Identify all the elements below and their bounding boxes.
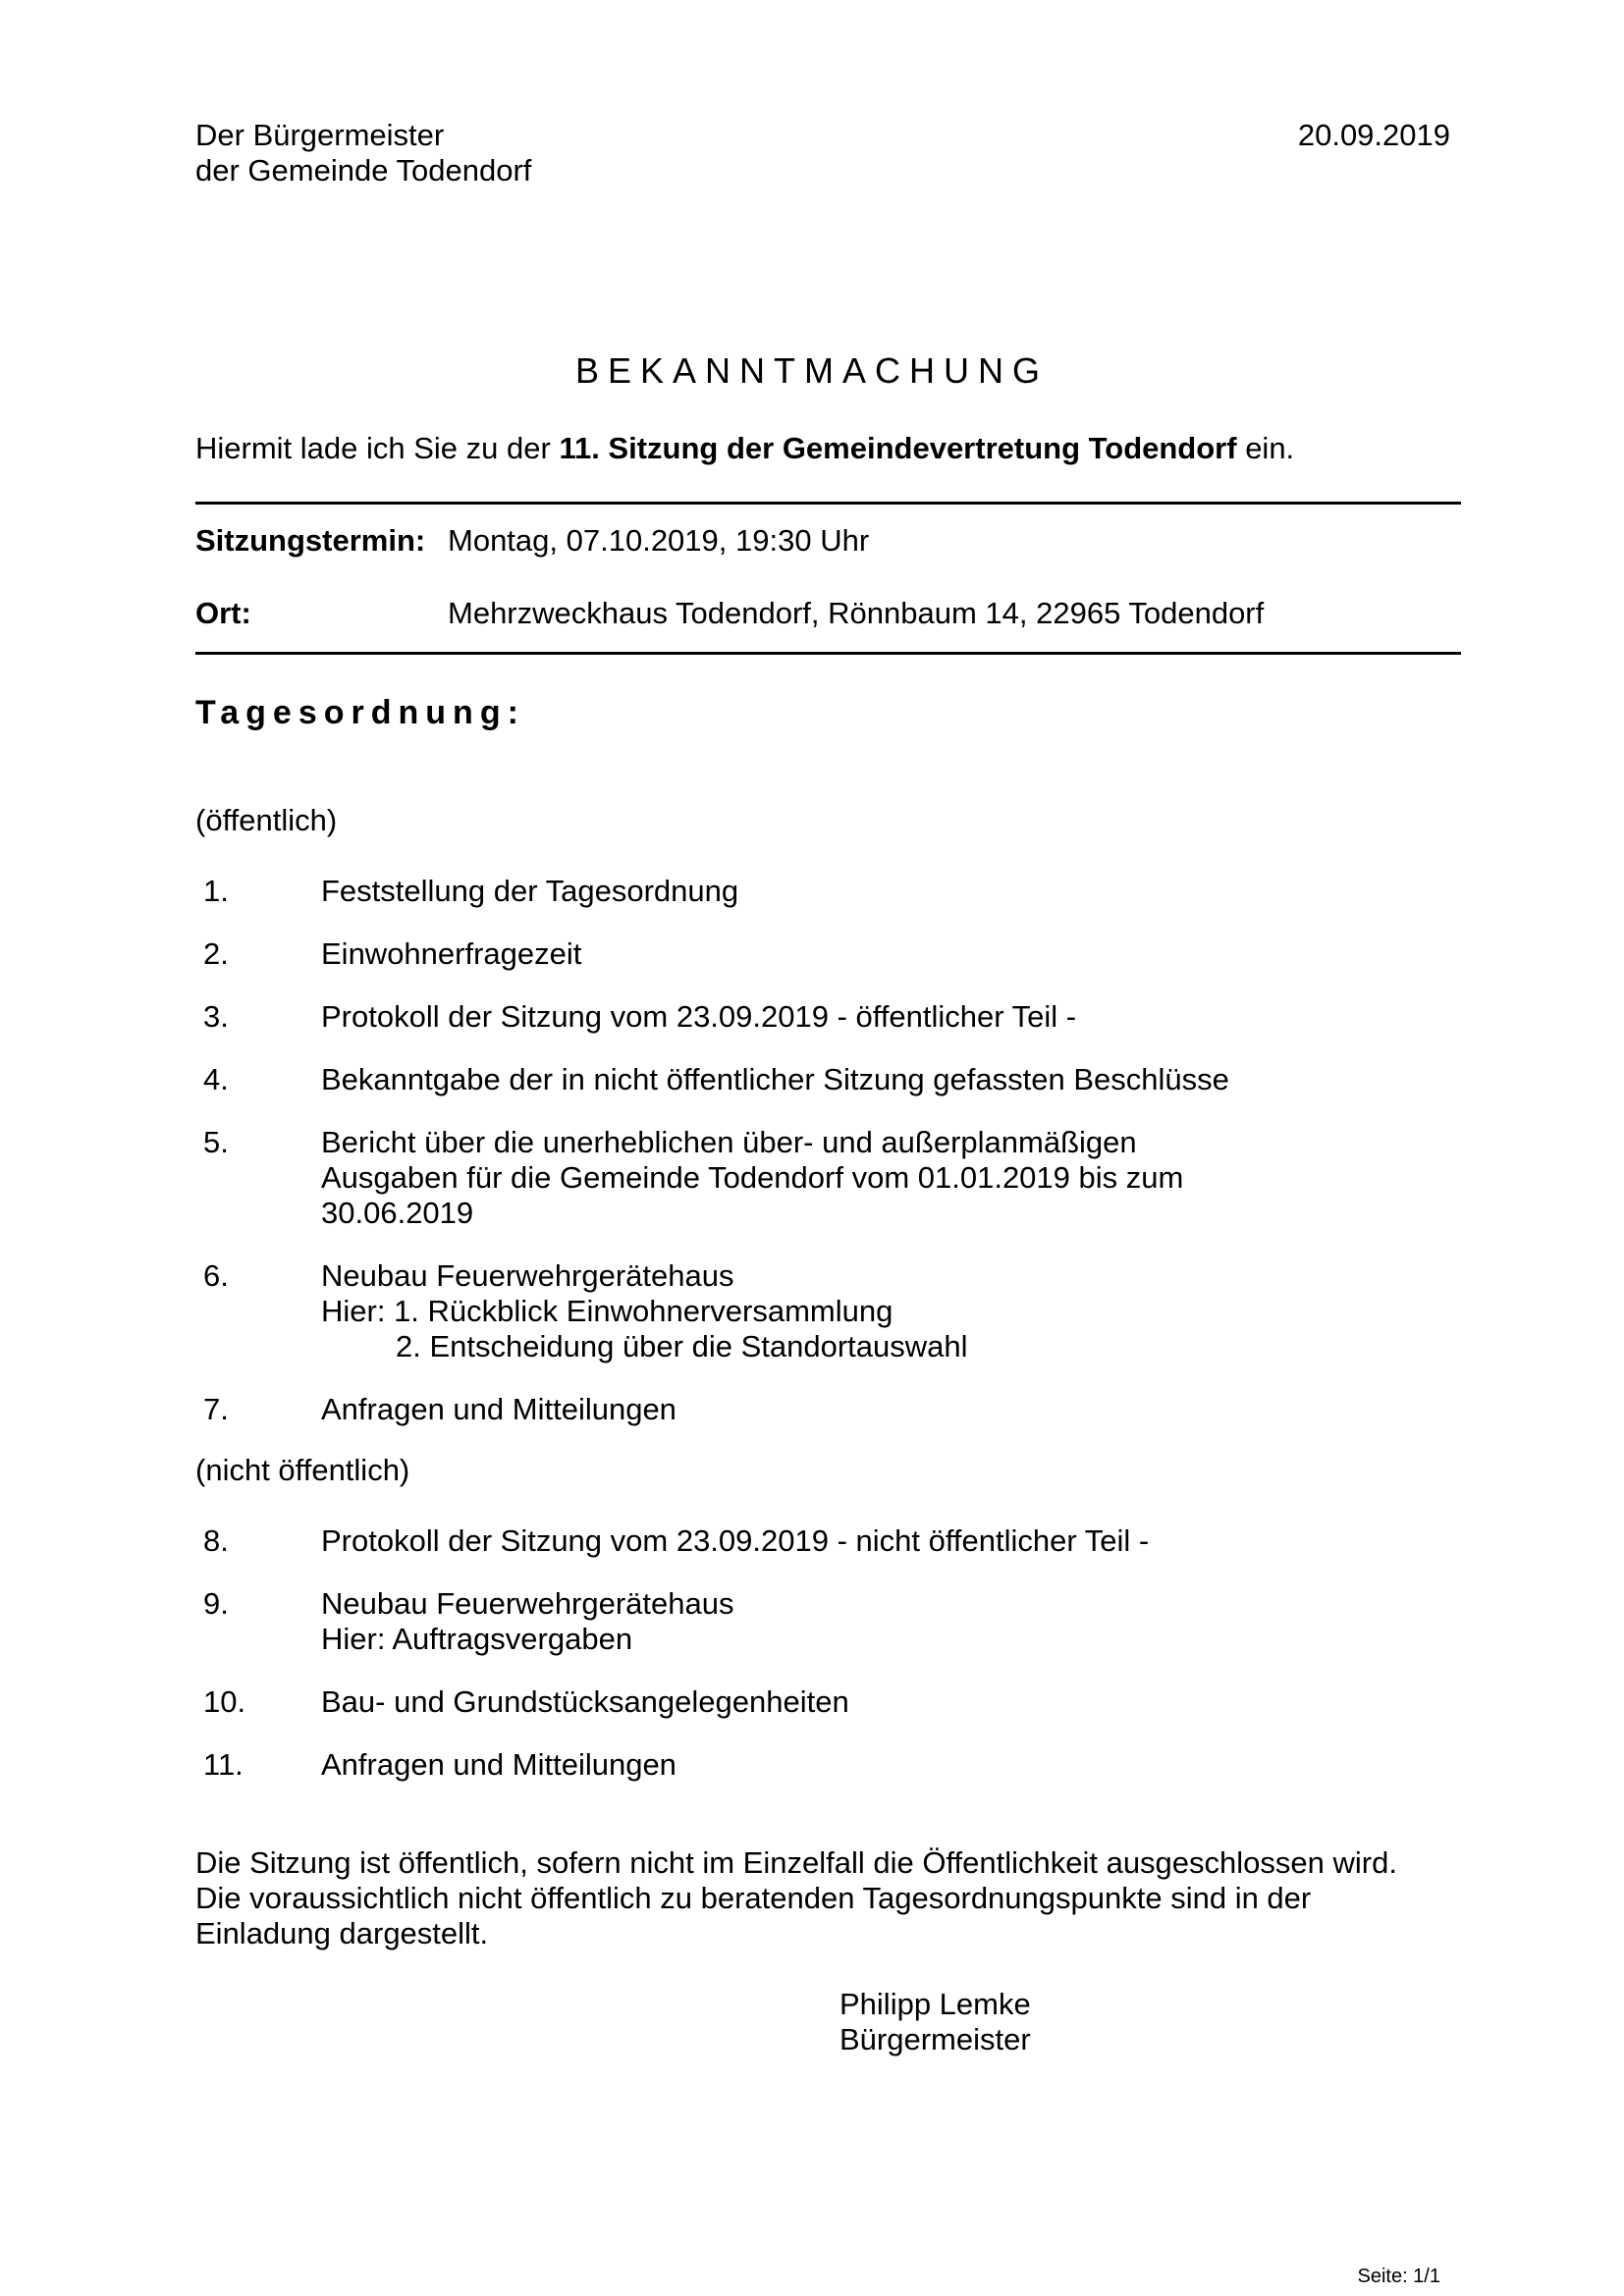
agenda-item-number: 1. xyxy=(203,874,229,908)
public-section-label: (öffentlich) xyxy=(195,803,338,837)
intro-sentence xyxy=(195,431,1294,466)
sender-line-2: der Gemeinde Todendorf xyxy=(195,153,532,187)
agenda-item xyxy=(321,1586,1450,1657)
sender-block xyxy=(195,118,531,188)
agenda-item xyxy=(321,1392,1450,1427)
agenda-item-text: Bau- und Grundstücksangelegenheiten xyxy=(321,1684,849,1719)
document-date: 20.09.2019 xyxy=(1297,118,1450,152)
agenda-item-number: 4. xyxy=(203,1062,229,1096)
agenda-item xyxy=(321,874,1450,909)
agenda-item-number: 8. xyxy=(203,1523,229,1558)
agenda-item xyxy=(321,1523,1450,1559)
agenda-item-number: 6. xyxy=(203,1258,229,1293)
agenda-item-text: Einwohnerfragezeit xyxy=(321,936,582,971)
agenda-item-number: 7. xyxy=(203,1392,229,1426)
agenda-item-text: Neubau Feuerwehrgerätehaus xyxy=(321,1258,734,1293)
meeting-place-value: Mehrzweckhaus Todendorf, Rönnbaum 14, 22965 Todendorf xyxy=(448,596,1265,630)
intro-suffix: ein. xyxy=(1236,431,1295,465)
agenda-item xyxy=(321,1125,1450,1231)
agenda-title: Tagesordnung: xyxy=(195,694,525,731)
agenda-item-text: Anfragen und Mitteilungen xyxy=(321,1392,677,1426)
agenda-item-text: Ausgaben für die Gemeinde Todendorf vom 01.01.2019 bis zum xyxy=(321,1160,1184,1195)
agenda-item xyxy=(321,936,1450,972)
signature-name: Philipp Lemke xyxy=(839,1987,1031,2021)
page-title: BEKANNTMACHUNG xyxy=(574,350,1050,391)
closing-line-1: Die Sitzung ist öffentlich, sofern nicht im Einzelfall die Öffentlichkeit ausgeschlossen wird. xyxy=(195,1845,1397,1880)
agenda-item-number: 10. xyxy=(203,1684,246,1719)
page-number: Seite: 1/1 xyxy=(1357,2266,1440,2287)
meeting-date-value: Montag, 07.10.2019, 19:30 Uhr xyxy=(448,523,870,558)
agenda-item-number: 9. xyxy=(203,1586,229,1621)
intro-bold: 11. Sitzung der Gemeindevertretung Todendorf xyxy=(559,431,1237,465)
signature-role: Bürgermeister xyxy=(839,2022,1031,2056)
sender-line-1: Der Bürgermeister xyxy=(195,118,445,152)
signature-block xyxy=(839,1987,1031,2057)
agenda-item-text: 30.06.2019 xyxy=(321,1196,474,1230)
divider-top xyxy=(195,502,1461,505)
agenda-item-text: 2. Entscheidung über die Standortauswahl xyxy=(396,1329,968,1363)
agenda-item-text: Protokoll der Sitzung vom 23.09.2019 - nicht öffentlicher Teil - xyxy=(321,1523,1150,1558)
meeting-place-label: Ort: xyxy=(195,596,251,630)
agenda-item-text: Hier: 1. Rückblick Einwohnerversammlung xyxy=(321,1294,893,1328)
agenda-item xyxy=(321,999,1450,1035)
divider-bottom xyxy=(195,652,1461,655)
meeting-date-label: Sitzungstermin: xyxy=(195,523,426,558)
agenda-item-text: Neubau Feuerwehrgerätehaus xyxy=(321,1586,734,1621)
agenda-item-number: 11. xyxy=(203,1747,244,1782)
agenda-item-text: Bericht über die unerheblichen über- und außerplanmäßigen xyxy=(321,1125,1137,1159)
closing-line-2: Die voraussichtlich nicht öffentlich zu beratenden Tagesordnungspunkte sind in der xyxy=(195,1881,1312,1915)
nonpublic-section-label: (nicht öffentlich) xyxy=(195,1453,410,1487)
intro-prefix: Hiermit lade ich Sie zu der xyxy=(195,431,560,465)
agenda-item xyxy=(321,1684,1450,1720)
closing-paragraph xyxy=(195,1845,1452,1951)
agenda-item-number: 5. xyxy=(203,1125,229,1159)
agenda-item-text: Protokoll der Sitzung vom 23.09.2019 - öffentlicher Teil - xyxy=(321,999,1077,1034)
agenda-item-text: Bekanntgabe der in nicht öffentlicher Sitzung gefassten Beschlüsse xyxy=(321,1062,1229,1096)
agenda-item-number: 3. xyxy=(203,999,229,1034)
agenda-item xyxy=(321,1062,1450,1097)
agenda-item xyxy=(321,1747,1450,1783)
agenda-item-text: Anfragen und Mitteilungen xyxy=(321,1747,677,1782)
agenda-item-text: Feststellung der Tagesordnung xyxy=(321,874,739,908)
agenda-item-number: 2. xyxy=(203,936,229,971)
agenda-item-text: Hier: Auftragsvergaben xyxy=(321,1622,633,1656)
agenda-item xyxy=(321,1258,1450,1364)
closing-line-3: Einladung dargestellt. xyxy=(195,1916,489,1950)
